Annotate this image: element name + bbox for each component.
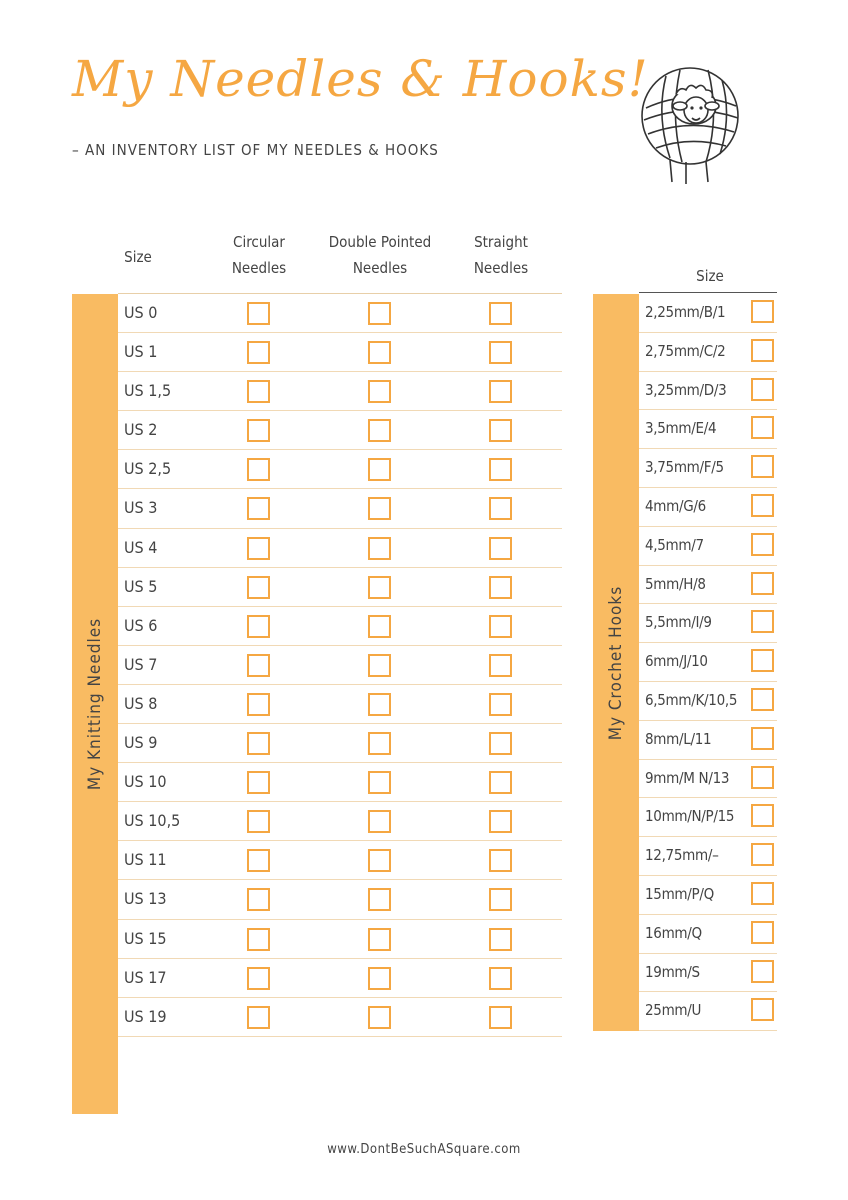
crochet-size-header: Size xyxy=(696,267,724,285)
circular-checkbox[interactable] xyxy=(247,693,270,716)
straight-checkbox[interactable] xyxy=(489,302,512,325)
straight-checkbox[interactable] xyxy=(489,497,512,520)
needle-size-label: US 15 xyxy=(124,928,167,948)
circular-checkbox[interactable] xyxy=(247,771,270,794)
circular-checkbox[interactable] xyxy=(247,537,270,560)
hook-checkbox[interactable] xyxy=(751,843,774,866)
circular-checkbox[interactable] xyxy=(247,341,270,364)
circular-checkbox[interactable] xyxy=(247,380,270,403)
circular-checkbox[interactable] xyxy=(247,302,270,325)
double-pointed-checkbox[interactable] xyxy=(368,693,391,716)
table-row xyxy=(118,372,562,411)
needle-size-label: US 5 xyxy=(124,576,158,596)
double-pointed-checkbox[interactable] xyxy=(368,732,391,755)
table-row xyxy=(118,880,562,919)
hook-checkbox[interactable] xyxy=(751,572,774,595)
needle-size-label: US 10,5 xyxy=(124,811,181,831)
table-row xyxy=(639,682,777,721)
table-row xyxy=(639,294,777,333)
needle-size-label: US 4 xyxy=(124,537,158,557)
hook-size-label: 5mm/H/8 xyxy=(645,574,706,593)
table-row xyxy=(118,568,562,607)
needle-size-label: US 7 xyxy=(124,654,158,674)
circular-checkbox[interactable] xyxy=(247,732,270,755)
table-row xyxy=(639,954,777,993)
circular-checkbox[interactable] xyxy=(247,458,270,481)
table-row xyxy=(118,333,562,372)
knit-size-header: Size xyxy=(124,248,152,266)
double-pointed-checkbox[interactable] xyxy=(368,341,391,364)
hook-size-label: 6mm/J/10 xyxy=(645,652,708,671)
straight-checkbox[interactable] xyxy=(489,928,512,951)
hook-size-label: 3,25mm/D/3 xyxy=(645,380,727,399)
needle-size-label: US 8 xyxy=(124,693,158,713)
hook-size-label: 4mm/G/6 xyxy=(645,496,706,515)
sheep-yarn-ball-icon xyxy=(636,58,744,188)
table-row xyxy=(639,798,777,837)
needle-size-label: US 10 xyxy=(124,772,167,792)
straight-checkbox[interactable] xyxy=(489,576,512,599)
needle-size-label: US 11 xyxy=(124,850,167,870)
needle-size-label: US 2 xyxy=(124,420,158,440)
circular-checkbox[interactable] xyxy=(247,849,270,872)
double-pointed-checkbox[interactable] xyxy=(368,1006,391,1029)
hook-size-label: 6,5mm/K/10,5 xyxy=(645,690,738,709)
hook-checkbox[interactable] xyxy=(751,416,774,439)
needle-size-label: US 9 xyxy=(124,733,158,753)
hook-checkbox[interactable] xyxy=(751,339,774,362)
table-row xyxy=(118,841,562,880)
needle-size-label: US 2,5 xyxy=(124,459,172,479)
table-row xyxy=(639,372,777,411)
double-pointed-checkbox[interactable] xyxy=(368,810,391,833)
hook-checkbox[interactable] xyxy=(751,688,774,711)
hook-checkbox[interactable] xyxy=(751,960,774,983)
hook-checkbox[interactable] xyxy=(751,378,774,401)
table-row xyxy=(118,724,562,763)
hook-checkbox[interactable] xyxy=(751,649,774,672)
table-row xyxy=(118,763,562,802)
hook-checkbox[interactable] xyxy=(751,766,774,789)
double-pointed-checkbox[interactable] xyxy=(368,302,391,325)
double-pointed-checkbox[interactable] xyxy=(368,928,391,951)
circular-checkbox[interactable] xyxy=(247,654,270,677)
table-row xyxy=(118,920,562,959)
circular-checkbox[interactable] xyxy=(247,615,270,638)
double-pointed-checkbox[interactable] xyxy=(368,458,391,481)
table-row xyxy=(639,992,777,1031)
hook-size-label: 19mm/S xyxy=(645,962,700,981)
needle-size-label: US 1,5 xyxy=(124,381,172,401)
hook-size-label: 5,5mm/I/9 xyxy=(645,613,712,632)
hook-size-label: 15mm/P/Q xyxy=(645,884,714,903)
hook-size-label: 4,5mm/7 xyxy=(645,535,704,554)
footer-url: www.DontBeSuchASquare.com xyxy=(327,1142,521,1157)
needle-size-label: US 3 xyxy=(124,498,158,518)
circular-checkbox[interactable] xyxy=(247,967,270,990)
table-row xyxy=(118,685,562,724)
needle-size-label: US 17 xyxy=(124,967,167,987)
straight-checkbox[interactable] xyxy=(489,849,512,872)
hook-checkbox[interactable] xyxy=(751,727,774,750)
hook-checkbox[interactable] xyxy=(751,455,774,478)
straight-checkbox[interactable] xyxy=(489,537,512,560)
table-row xyxy=(118,489,562,528)
hook-checkbox[interactable] xyxy=(751,300,774,323)
table-row xyxy=(639,410,777,449)
straight-checkbox[interactable] xyxy=(489,693,512,716)
table-row xyxy=(118,607,562,646)
knitting-section-label: My Knitting Needles xyxy=(85,617,105,791)
table-row xyxy=(639,566,777,605)
hook-checkbox[interactable] xyxy=(751,494,774,517)
hook-checkbox[interactable] xyxy=(751,804,774,827)
table-row xyxy=(118,646,562,685)
table-row xyxy=(639,449,777,488)
hook-checkbox[interactable] xyxy=(751,533,774,556)
circular-checkbox[interactable] xyxy=(247,576,270,599)
double-pointed-checkbox[interactable] xyxy=(368,888,391,911)
table-row xyxy=(639,333,777,372)
circular-checkbox[interactable] xyxy=(247,888,270,911)
hook-size-label: 25mm/U xyxy=(645,1001,702,1020)
double-pointed-checkbox[interactable] xyxy=(368,497,391,520)
needle-size-label: US 6 xyxy=(124,615,158,635)
straight-checkbox[interactable] xyxy=(489,615,512,638)
double-pointed-checkbox[interactable] xyxy=(368,654,391,677)
hook-size-label: 2,75mm/C/2 xyxy=(645,341,726,360)
straight-checkbox[interactable] xyxy=(489,771,512,794)
hook-checkbox[interactable] xyxy=(751,998,774,1021)
hook-size-label: 10mm/N/P/15 xyxy=(645,807,735,826)
double-pointed-checkbox[interactable] xyxy=(368,615,391,638)
straight-checkbox[interactable] xyxy=(489,888,512,911)
table-row xyxy=(639,721,777,760)
table-row xyxy=(639,527,777,566)
straight-checkbox[interactable] xyxy=(489,967,512,990)
hook-checkbox[interactable] xyxy=(751,882,774,905)
table-row xyxy=(118,294,562,333)
dpn-header: Double Pointed Needles xyxy=(328,233,432,277)
needle-size-label: US 19 xyxy=(124,1006,167,1026)
hook-size-label: 16mm/Q xyxy=(645,923,702,942)
table-row xyxy=(118,411,562,450)
circular-checkbox[interactable] xyxy=(247,497,270,520)
double-pointed-checkbox[interactable] xyxy=(368,771,391,794)
needle-size-label: US 13 xyxy=(124,889,167,909)
straight-checkbox[interactable] xyxy=(489,419,512,442)
straight-checkbox[interactable] xyxy=(489,810,512,833)
table-row xyxy=(118,998,562,1037)
knitting-section-band xyxy=(72,294,118,1114)
table-row xyxy=(639,915,777,954)
crochet-hooks-table xyxy=(639,294,777,1031)
crochet-section-label: My Crochet Hooks xyxy=(606,585,626,740)
hook-size-label: 3,75mm/F/5 xyxy=(645,458,724,477)
straight-checkbox[interactable] xyxy=(489,1006,512,1029)
knitting-needles-table xyxy=(118,294,562,1037)
double-pointed-checkbox[interactable] xyxy=(368,419,391,442)
double-pointed-checkbox[interactable] xyxy=(368,576,391,599)
hook-checkbox[interactable] xyxy=(751,921,774,944)
needle-size-label: US 1 xyxy=(124,342,158,362)
table-row xyxy=(118,959,562,998)
double-pointed-checkbox[interactable] xyxy=(368,849,391,872)
table-row xyxy=(118,802,562,841)
straight-checkbox[interactable] xyxy=(489,341,512,364)
double-pointed-checkbox[interactable] xyxy=(368,537,391,560)
hook-size-label: 3,5mm/E/4 xyxy=(645,419,717,438)
circular-checkbox[interactable] xyxy=(247,419,270,442)
straight-checkbox[interactable] xyxy=(489,380,512,403)
table-row xyxy=(639,876,777,915)
straight-checkbox[interactable] xyxy=(489,458,512,481)
crochet-section-band xyxy=(593,294,639,1031)
double-pointed-checkbox[interactable] xyxy=(368,380,391,403)
hook-size-label: 8mm/L/11 xyxy=(645,729,712,748)
straight-header: Straight Needles xyxy=(473,233,529,277)
hook-size-label: 9mm/M N/13 xyxy=(645,768,730,787)
hook-checkbox[interactable] xyxy=(751,610,774,633)
circular-header: Circular Needles xyxy=(231,233,287,277)
needle-size-label: US 0 xyxy=(124,303,158,322)
divider xyxy=(639,292,777,293)
table-row xyxy=(639,760,777,799)
table-row xyxy=(118,450,562,489)
hook-size-label: 2,25mm/B/1 xyxy=(645,303,726,321)
double-pointed-checkbox[interactable] xyxy=(368,967,391,990)
table-row xyxy=(639,837,777,876)
page-subtitle: – AN INVENTORY LIST OF MY NEEDLES & HOOKS xyxy=(72,141,439,159)
circular-checkbox[interactable] xyxy=(247,928,270,951)
circular-checkbox[interactable] xyxy=(247,810,270,833)
table-row xyxy=(639,604,777,643)
table-row xyxy=(639,488,777,527)
straight-checkbox[interactable] xyxy=(489,732,512,755)
table-row xyxy=(639,643,777,682)
page-title: My Needles & Hooks! xyxy=(72,50,649,108)
circular-checkbox[interactable] xyxy=(247,1006,270,1029)
table-row xyxy=(118,529,562,568)
hook-size-label: 12,75mm/– xyxy=(645,846,719,865)
straight-checkbox[interactable] xyxy=(489,654,512,677)
